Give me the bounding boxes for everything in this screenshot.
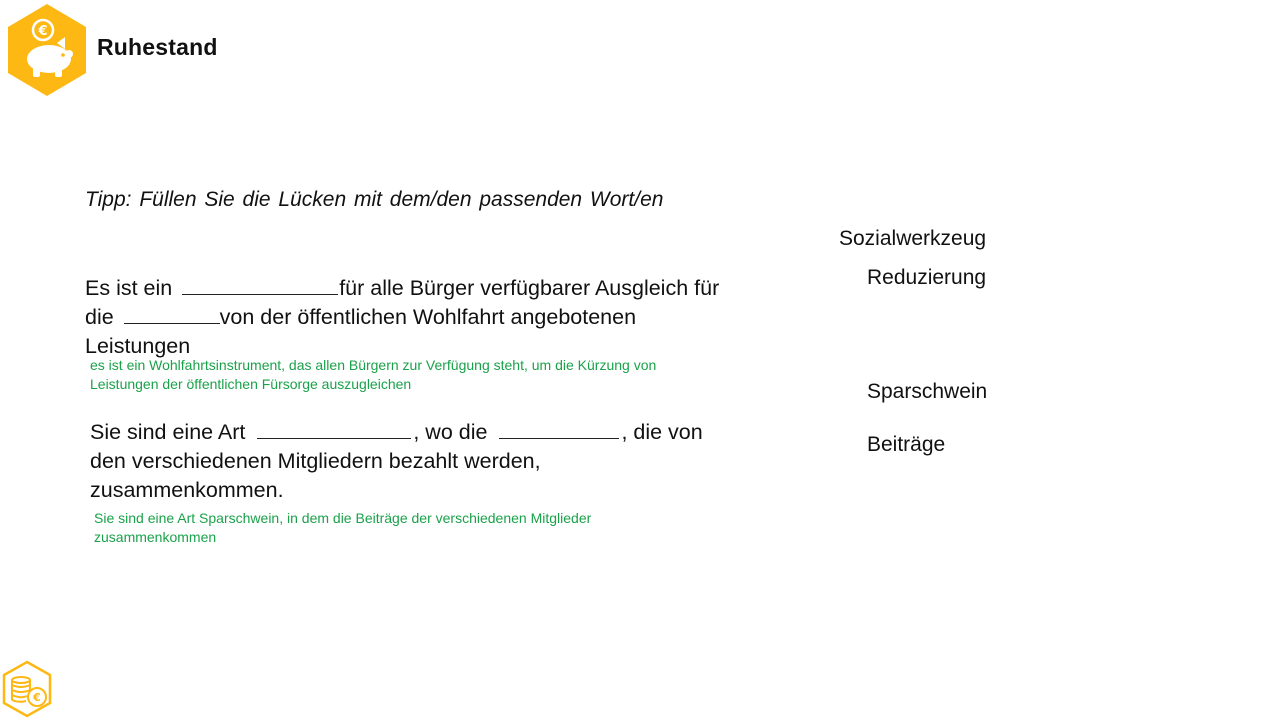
blank-2[interactable] — [124, 303, 220, 324]
tip-text: Tipp: Füllen Sie die Lücken mit dem/den passenden Wort/en — [85, 188, 664, 211]
exercise-1-text-1: Es ist ein — [85, 276, 179, 300]
exercise-2 — [90, 418, 730, 505]
svg-text:€: € — [33, 691, 41, 704]
exercise-1 — [85, 274, 725, 361]
blank-3[interactable] — [257, 418, 411, 439]
exercise-2-text-2: , wo die — [413, 420, 494, 444]
exercise-1-translation: es ist ein Wohlfahrtsinstrument, das allen Bürgern zur Verfügung steht, um die Kürzung von Leistungen der öffentlichen Fürsorge auszugleichen — [90, 357, 657, 392]
exercise-2-text-1: Sie sind eine Art — [90, 420, 252, 444]
blank-4[interactable] — [499, 418, 619, 439]
exercise-1-text-2: für alle Bürger verfügbarer Ausgleich für die — [85, 276, 720, 329]
exercise-1-text-3: von der öffentlichen Wohlfahrt angebotenen Leistungen — [85, 305, 637, 358]
word-bank-item[interactable]: Reduzierung — [867, 266, 987, 289]
word-bank-item[interactable]: Beiträge — [867, 433, 946, 456]
word-bank-item[interactable]: Sozialwerkzeug — [839, 227, 987, 250]
page-title: Ruhestand — [97, 34, 218, 60]
coins-euro-icon — [1, 660, 53, 718]
svg-text:€: € — [38, 24, 48, 39]
piggy-bank-euro-icon — [5, 3, 89, 97]
exercise-2-text-3: , die von den verschiedenen Mitgliedern bezahlt werden, zusammenkommen. — [90, 420, 703, 502]
blank-1[interactable] — [182, 274, 338, 295]
word-bank-item[interactable]: Sparschwein — [867, 380, 988, 403]
exercise-2-translation: Sie sind eine Art Sparschwein, in dem die Beiträge der verschiedenen Mitglieder zusammenkommen — [94, 510, 592, 545]
